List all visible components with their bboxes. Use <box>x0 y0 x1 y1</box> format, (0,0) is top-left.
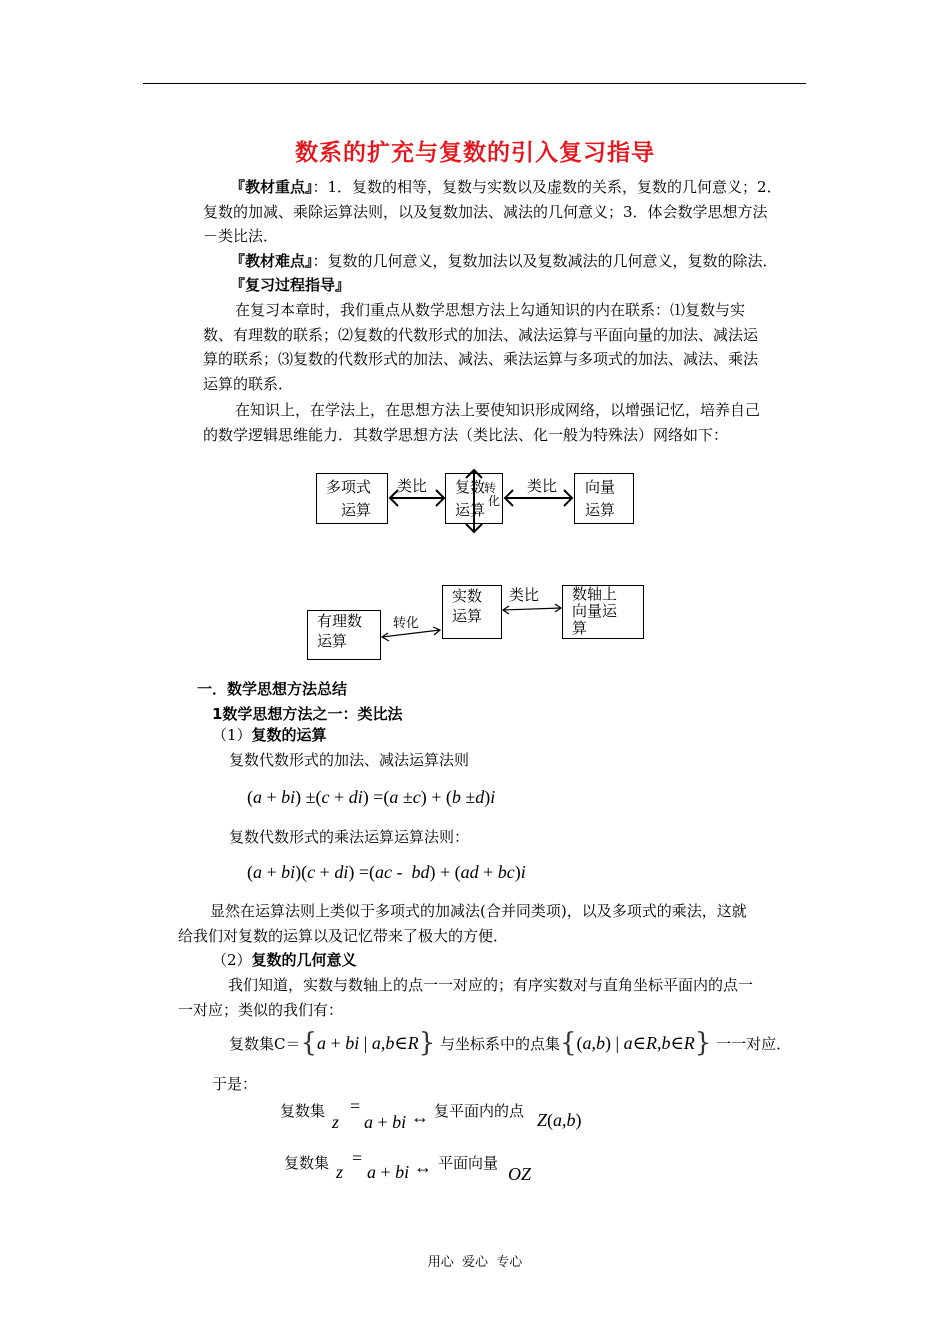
page-footer: 用心 爱心 专心 <box>427 1255 523 1270</box>
box-axis-line3: 算 <box>572 619 588 637</box>
label-convert: 转化 <box>393 616 420 631</box>
map1-point: Z(a,b) <box>537 1110 582 1130</box>
map2-vector: OZ <box>508 1164 532 1184</box>
box-rational-line2: 运算 <box>317 632 348 650</box>
p1-line3: 算的联系；⑶复数的代数形式的加法、减法、乘法运算与多项式的加法、减法、乘法 <box>203 350 759 368</box>
rule-mul-label: 复数代数形式的乘法运算运算法则： <box>229 828 470 846</box>
map2-right: 平面向量 <box>438 1154 499 1172</box>
double-arrow-analogy <box>503 604 561 614</box>
double-arrow-vertical <box>466 470 482 532</box>
formula-add: (a + bi) ±(c + di) =(a ±c) + (b ±d)i <box>247 787 496 807</box>
therefore-label: 于是： <box>212 1075 258 1093</box>
difficulty-text: ：复数的几何意义，复数加法以及复数减法的几何意义，复数的除法． <box>312 252 778 270</box>
key-points-line1: ：1．复数的相等，复数与实数以及虚数的关系，复数的几何意义；2． <box>312 178 782 196</box>
map1-z: z <box>332 1112 340 1132</box>
box-polynomial-line1: 多项式 <box>326 478 372 496</box>
box-real-line1: 实数 <box>452 587 483 605</box>
item2-bold: 复数的几何意义 <box>251 951 357 969</box>
box-axis-line1: 数轴上 <box>572 585 618 603</box>
box-vector-line1: 向量 <box>585 478 616 496</box>
key-points-line2: 复数的加减、乘除运算法则，以及复数加法、减法的几何意义；3．体会数学思想方法 <box>203 202 768 221</box>
box-complex <box>445 473 503 524</box>
box-complex-line1: 复数 <box>455 478 486 496</box>
geo-line1: 我们知道，实数与数轴上的点一一对应的；有序实数对与直角坐标平面内的点一 <box>228 976 754 994</box>
difficulty-label: 『教材难点』 <box>230 252 313 270</box>
rule-add-label: 复数代数形式的加法、减法运算法则 <box>229 751 470 769</box>
label-analogy-left: 类比 <box>397 477 428 495</box>
map2-equals: = <box>352 1148 363 1168</box>
difficulty <box>230 249 778 274</box>
right-brace-icon: } <box>418 1028 436 1058</box>
map1-equals: = <box>350 1096 361 1116</box>
box-polynomial <box>316 473 388 524</box>
double-arrow-icon: ↔ <box>411 1107 429 1127</box>
box-rational-line1: 有理数 <box>317 612 363 630</box>
map2-formula: a + bi <box>367 1162 410 1182</box>
label-vertical-1: 转 <box>484 481 497 495</box>
p2-line2: 的数学逻辑思维能力．其数学思想方法（类比法、化一般为特殊法）网络如下： <box>203 425 729 444</box>
p1-line1: 在复习本章时，我们重点从数学思想方法上勾通知识的内在联系：⑴复数与实 <box>235 301 746 319</box>
key-points-line3: －类比法． <box>203 227 279 245</box>
p1-line4: 运算的联系． <box>203 374 294 393</box>
map2-z: z <box>336 1162 344 1182</box>
item2-prefix: （2） <box>212 951 252 969</box>
label-vertical-2: 化 <box>488 494 501 508</box>
paragraph-2 <box>203 398 760 447</box>
map2-left: 复数集 <box>284 1154 330 1172</box>
set-correspondence <box>229 1026 791 1056</box>
map1-left: 复数集 <box>280 1102 326 1120</box>
complex-set-formula: a + bi | a,b∈R <box>317 1033 419 1053</box>
map1-formula: a + bi <box>364 1112 407 1132</box>
formula-mul: (a + bi)(c + di) =(ac - bd) + (ad + bc)i <box>247 862 526 882</box>
set-suffix: 一一对应． <box>716 1035 792 1053</box>
label-analogy-bottom: 类比 <box>509 586 540 604</box>
p2-line1: 在知识上，在学法上，在思想方法上要使知识形成网络，以增强记忆，培养自己 <box>235 401 761 419</box>
conclusion-line2: 给我们对复数的运算以及记忆带来了极大的方便． <box>178 926 509 945</box>
box-complex-line2: 运算 <box>455 501 486 519</box>
section-heading: 一．数学思想方法总结 <box>197 680 348 698</box>
box-vector-line2: 运算 <box>585 501 616 519</box>
left-brace-icon: { <box>300 1028 318 1058</box>
geometry-paragraph <box>178 973 753 1022</box>
set-prefix: 复数集C＝ <box>229 1035 301 1053</box>
box-axis-vector <box>562 585 644 639</box>
map1-right: 复平面内的点 <box>434 1102 525 1120</box>
key-points <box>203 175 813 249</box>
conclusion <box>178 899 747 948</box>
double-arrow-right <box>505 490 572 506</box>
label-analogy-right: 类比 <box>527 477 558 495</box>
box-axis-line2: 向量运 <box>572 602 618 620</box>
box-rational <box>307 610 381 660</box>
conclusion-line1: 显然在运算法则上类似于多项式的加减法(合并同类项)，以及多项式的乘法，这就 <box>210 902 747 920</box>
point-set-formula: (a,b) | a∈R,b∈R <box>576 1033 695 1053</box>
paragraph-1 <box>203 298 758 396</box>
item1-bold: 复数的运算 <box>251 726 327 744</box>
key-points-label: 『教材重点』 <box>230 178 313 196</box>
box-real-line2: 运算 <box>452 607 483 625</box>
double-arrow-left <box>390 490 444 506</box>
item1-heading <box>212 723 327 748</box>
double-arrow-convert <box>382 627 440 641</box>
process-label: 『复习过程指导』 <box>230 276 351 294</box>
geo-line2: 一对应；类似的我们有： <box>178 1000 344 1019</box>
item1-prefix: （1） <box>212 726 252 744</box>
right-brace-icon: } <box>694 1028 712 1058</box>
p1-line2: 数、有理数的联系；⑵复数的代数形式的加法、减法运算与平面向量的加法、减法运 <box>203 325 759 344</box>
box-vector <box>574 473 634 524</box>
item2-heading <box>212 948 357 973</box>
box-polynomial-line2: 运算 <box>341 501 372 519</box>
page-title: 数系的扩充与复数的引入复习指导 <box>295 140 655 166</box>
left-brace-icon: { <box>559 1028 577 1058</box>
set-middle: 与坐标系中的点集 <box>439 1035 560 1053</box>
double-arrow-icon: ↔ <box>414 1157 432 1177</box>
subsection-heading: 1数学思想方法之一：类比法 <box>212 705 403 723</box>
top-rule <box>143 83 806 84</box>
box-real <box>442 585 502 639</box>
